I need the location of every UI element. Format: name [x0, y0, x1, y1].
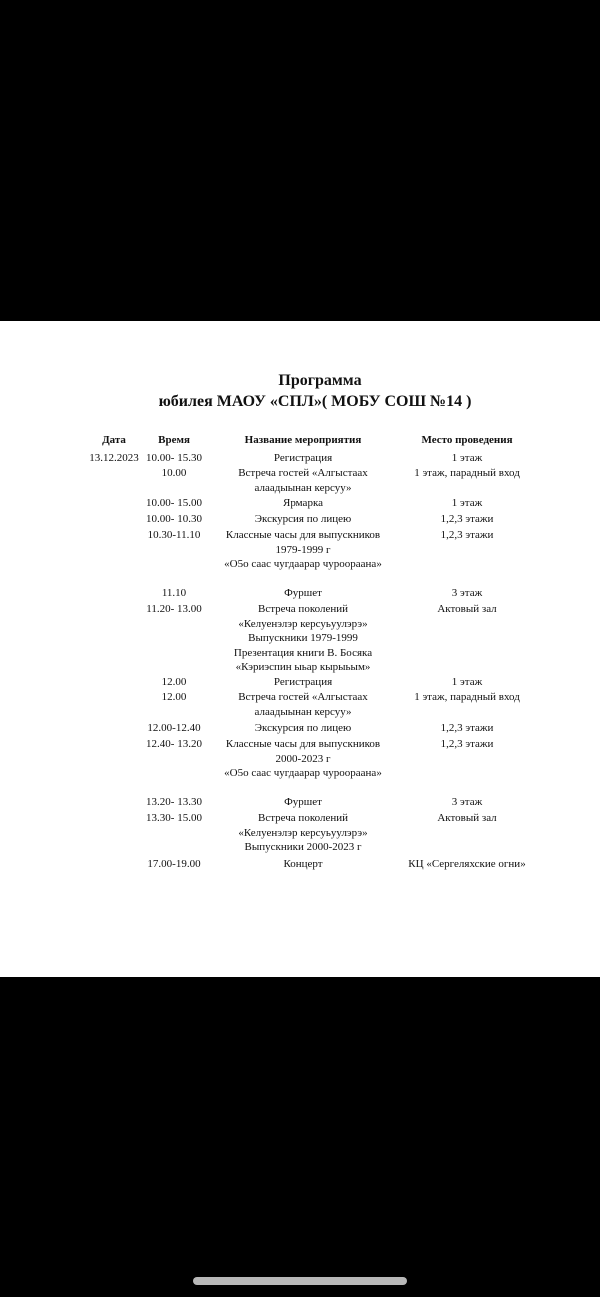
row-time: 13.30- 15.00: [146, 812, 202, 824]
row-place: Актовый зал: [437, 812, 497, 824]
row-time: 17.00-19.00: [147, 858, 201, 870]
header-date: Дата: [102, 434, 126, 446]
row-event-name-line: 2000-2023 г: [275, 752, 331, 765]
row-event-name-line: Концерт: [283, 858, 323, 870]
row-time: 10.30-11.10: [147, 529, 201, 541]
row-place: 1 этаж: [451, 497, 483, 509]
row-time: 12.00: [161, 676, 187, 688]
row-place: 3 этаж: [451, 796, 483, 808]
row-event-name-line: Встреча поколений: [258, 603, 348, 615]
home-indicator[interactable]: [193, 1277, 407, 1285]
row-time: 10.00- 10.30: [146, 513, 202, 525]
row-time: 11.20- 13.00: [146, 603, 202, 615]
row-place: 1 этаж, парадный вход: [414, 691, 520, 703]
row-time: 12.00-12.40: [147, 722, 201, 734]
row-place: Актовый зал: [437, 603, 497, 615]
row-event-name-line: Классные часы для выпускников: [225, 529, 381, 541]
row-place: 1,2,3 этажи: [440, 738, 494, 750]
document-subtitle: юбилея МАОУ «СПЛ»( МОБУ СОШ №14 ): [158, 393, 472, 410]
row-event-name-line: алаадыынан керсуу»: [254, 481, 352, 494]
row-event-name-line: Встреча поколений: [258, 812, 348, 824]
row-event-name-line: Экскурсия по лицею: [254, 513, 352, 525]
row-event-name-line: Фуршет: [284, 587, 322, 599]
row-place: 1 этаж, парадный вход: [414, 467, 520, 479]
row-place: КЦ «Сергеляхские огни»: [408, 858, 526, 870]
header-time: Время: [158, 434, 190, 446]
row-event-name-line: Классные часы для выпускников: [225, 738, 381, 750]
row-event-name-line: Регистрация: [273, 676, 333, 688]
row-time: 10.00: [161, 467, 187, 479]
row-event-name-line: Фуршет: [284, 796, 322, 808]
row-time: 11.10: [161, 587, 187, 599]
document-title: Программа: [278, 372, 362, 389]
row-event-name-line: Ярмарка: [283, 497, 323, 509]
row-date: 13.12.2023: [89, 452, 139, 464]
row-event-name-line: «О5о саас чугдаарар чуроораана»: [224, 767, 382, 779]
row-event-name-line: «Кэриэспин ыьар кырыьым»: [235, 661, 371, 673]
row-event-name-line: «Келуенэлэр керсуьуулэрэ»: [238, 826, 368, 839]
row-event-name-line: Встреча гостей «Алгыстаах: [238, 691, 368, 703]
row-place: 1,2,3 этажи: [440, 513, 494, 525]
row-time: 10.00- 15.00: [146, 497, 202, 509]
row-place: 1,2,3 этажи: [440, 529, 494, 541]
row-time: 12.00: [161, 691, 187, 703]
row-event-name-line: алаадыынан керсуу»: [254, 705, 352, 718]
program-document: [0, 321, 600, 977]
row-event-name-line: Выпускники 1979-1999: [248, 632, 358, 644]
row-place: 1 этаж: [451, 452, 483, 464]
row-event-name-line: Экскурсия по лицею: [254, 722, 352, 734]
row-time: 12.40- 13.20: [146, 738, 202, 750]
row-event-name-line: 1979-1999 г: [275, 543, 331, 556]
row-event-name-line: «О5о саас чугдаарар чуроораана»: [224, 558, 382, 570]
header-event-name: Название мероприятия: [244, 434, 362, 446]
row-event-name-line: Презентация книги В. Босяка: [233, 646, 373, 659]
row-place: 1,2,3 этажи: [440, 722, 494, 734]
row-time: 13.20- 13.30: [146, 796, 202, 808]
row-place: 3 этаж: [451, 587, 483, 599]
row-event-name-line: «Келуенэлэр керсуьуулэрэ»: [238, 617, 368, 630]
row-event-name-line: Выпускники 2000-2023 г: [244, 841, 362, 853]
row-event-name-line: Встреча гостей «Алгыстаах: [238, 467, 368, 479]
row-event-name-line: Регистрация: [273, 452, 333, 464]
row-time: 10.00- 15.30: [146, 452, 202, 464]
header-place: Место проведения: [421, 434, 513, 446]
row-place: 1 этаж: [451, 676, 483, 688]
